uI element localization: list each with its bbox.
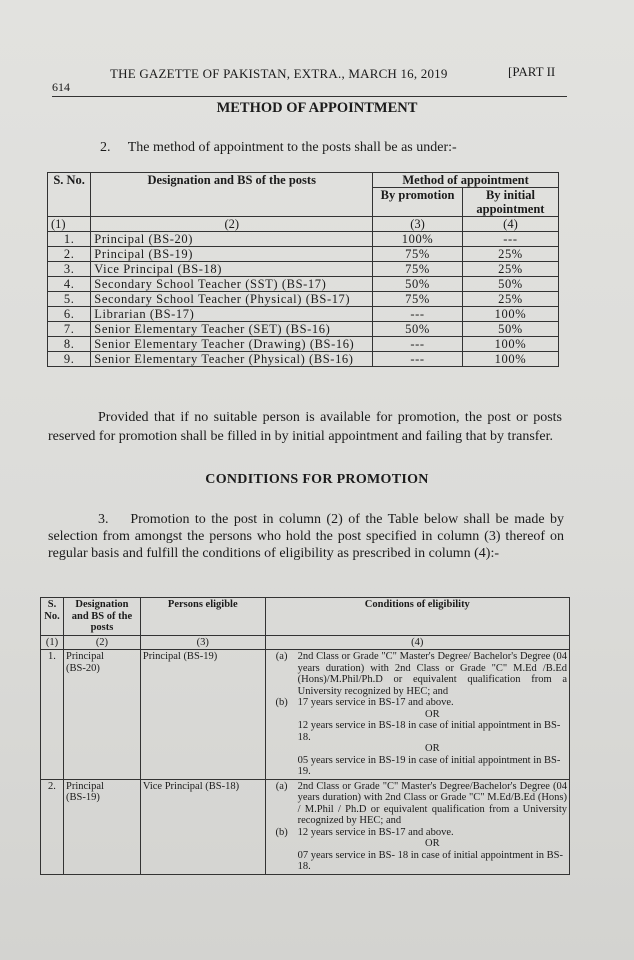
row-designation [63,779,140,874]
row-promotion: 75% [373,247,463,262]
condition-text: 05 years service in BS-19 in case of initial appointment in BS-19. [297,754,561,777]
table-row [41,650,570,780]
paragraph-3 [48,511,564,562]
conditions-table [40,597,570,875]
col-header-designation: Designation and BS of the posts [91,173,373,217]
condition-label: (b) [275,826,288,838]
row-sno: 9. [48,352,91,367]
table-row [48,352,559,367]
row-initial: 25% [462,292,558,307]
col-number: (2) [63,635,140,650]
row-promotion: 75% [373,262,463,277]
row-promotion: 75% [373,292,463,307]
row-initial: 100% [462,337,558,352]
table-row [48,292,559,307]
row-sno: 2. [41,779,64,874]
condition-label: (a) [275,651,288,662]
or-separator: OR [425,708,440,720]
col-header-sno: S. No. [48,173,91,217]
row-sno: 3. [48,262,91,277]
condition-a [268,651,567,697]
row-sno: 1. [41,650,64,780]
col-number: (4) [462,217,558,232]
row-initial: 50% [462,322,558,337]
row-sno: 5. [48,292,91,307]
method-of-appointment-table [47,172,559,367]
row-promotion: --- [373,352,463,367]
condition-text: 12 years service in BS-18 in case of initial appointment in BS-18. [297,720,561,743]
row-designation: Senior Elementary Teacher (SET) (BS-16) [91,322,373,337]
row-initial: 100% [462,352,558,367]
row-initial: 25% [462,247,558,262]
row-promotion: --- [373,307,463,322]
condition-a [268,781,567,827]
col-header-initial: By initial appointment [462,188,558,217]
paragraph-text: The method of appointment to the posts shall be as under:- [127,140,457,155]
row-persons: Vice Principal (BS-18) [140,779,265,874]
condition-label: (a) [275,780,288,792]
paragraph-2 [100,140,457,156]
row-sno: 6. [48,307,91,322]
row-designation: Librarian (BS-17) [91,307,373,322]
provided-paragraph [48,408,562,446]
row-initial: --- [462,232,558,247]
col-number: (2) [91,217,373,232]
condition-text: 17 years service in BS-17 and above. [297,697,454,708]
row-promotion: --- [373,337,463,352]
provided-text: Provided that if no suitable person is available for promotion, the post or posts reserved for promotion shall be filled in by initial appointment and failing that by transfer. [48,410,562,444]
condition-text: 12 years service in BS-17 and above. [297,826,454,838]
row-initial: 100% [462,307,558,322]
row-designation: Principal (BS-20) [91,232,373,247]
col-header-persons: Persons eligible [140,598,265,636]
paragraph-text: Promotion to the post in column (2) of the Table below shall be made by selection from amongst the persons who hold the post specified in column (3) thereof on regular basis and fulfill the conditions of eligibility as prescribed in column (4):- [48,512,565,561]
condition-b [268,827,567,873]
row-promotion: 50% [373,322,463,337]
designation-name: Principal [65,780,104,792]
condition-b [268,697,567,778]
row-persons: Principal (BS-19) [140,650,265,780]
col-header-method: Method of appointment [373,173,559,188]
page-number: 614 [52,80,70,94]
row-promotion: 50% [373,277,463,292]
condition-text: 2nd Class or Grade "C" Master's Degree/ Bachelor's Degree (04 years duration) with 2nd Class or Grade "C" M.Ed /B.Ed (Hons)/M.Phil/Ph.D or equivalent qualification from a University recognized by HEC; and [297,651,567,697]
col-number: (1) [41,635,64,650]
method-of-appointment-heading: METHOD OF APPOINTMENT [216,100,418,116]
or-separator: OR [425,743,440,754]
col-number: (1) [48,217,91,232]
col-header-sno: S. No. [41,598,64,636]
table-row [48,307,559,322]
row-initial: 50% [462,277,558,292]
col-header-promotion: By promotion [373,188,463,217]
conditions-for-promotion-heading: CONDITIONS FOR PROMOTION [205,472,429,487]
row-conditions [265,779,569,874]
or-separator: OR [425,838,440,849]
row-designation: Secondary School Teacher (Physical) (BS-17) [91,292,373,307]
row-designation: Senior Elementary Teacher (Physical) (BS-16) [91,352,373,367]
gazette-title: THE GAZETTE OF PAKISTAN, EXTRA., MARCH 16, 2019 [110,66,448,81]
col-header-designation: Designation and BS of the posts [63,598,140,636]
table-row [48,277,559,292]
condition-label: (b) [275,697,288,708]
row-designation: Senior Elementary Teacher (Drawing) (BS-16) [91,337,373,352]
row-designation: Principal (BS-19) [91,247,373,262]
table-row [48,232,559,247]
col-number: (3) [140,635,265,650]
designation-bs: (BS-19) [65,792,100,803]
designation-bs: (BS-20) [65,662,100,674]
table-row [48,322,559,337]
row-conditions [265,650,569,780]
condition-text: 2nd Class or Grade "C" Master's Degree/Bachelor's Degree (04 years duration) with 2nd Class or Grade "C" M.Ed/B.Ed (Hons) / M.Phil / Ph.D or equivalent qualification from a University recognized by HEC; and [297,780,567,826]
page-header [52,64,567,94]
row-designation: Secondary School Teacher (SST) (BS-17) [91,277,373,292]
table-row [41,779,570,874]
part-label: [PART II [508,64,556,79]
row-initial: 25% [462,262,558,277]
condition-text: 07 years service in BS- 18 in case of initial appointment in BS-18. [297,849,563,872]
col-number: (4) [265,635,569,650]
paragraph-number: 2. [100,140,111,155]
row-sno: 2. [48,247,91,262]
header-rule [52,96,567,97]
row-sno: 7. [48,322,91,337]
row-sno: 1. [48,232,91,247]
row-sno: 8. [48,337,91,352]
designation-name: Principal [65,651,104,662]
table-row [48,337,559,352]
row-designation: Vice Principal (BS-18) [91,262,373,277]
col-number: (3) [373,217,463,232]
col-header-conditions: Conditions of eligibility [265,598,569,636]
row-designation [63,650,140,780]
paragraph-number: 3. [98,512,109,527]
row-promotion: 100% [373,232,463,247]
table-row [48,247,559,262]
table-row [48,262,559,277]
row-sno: 4. [48,277,91,292]
